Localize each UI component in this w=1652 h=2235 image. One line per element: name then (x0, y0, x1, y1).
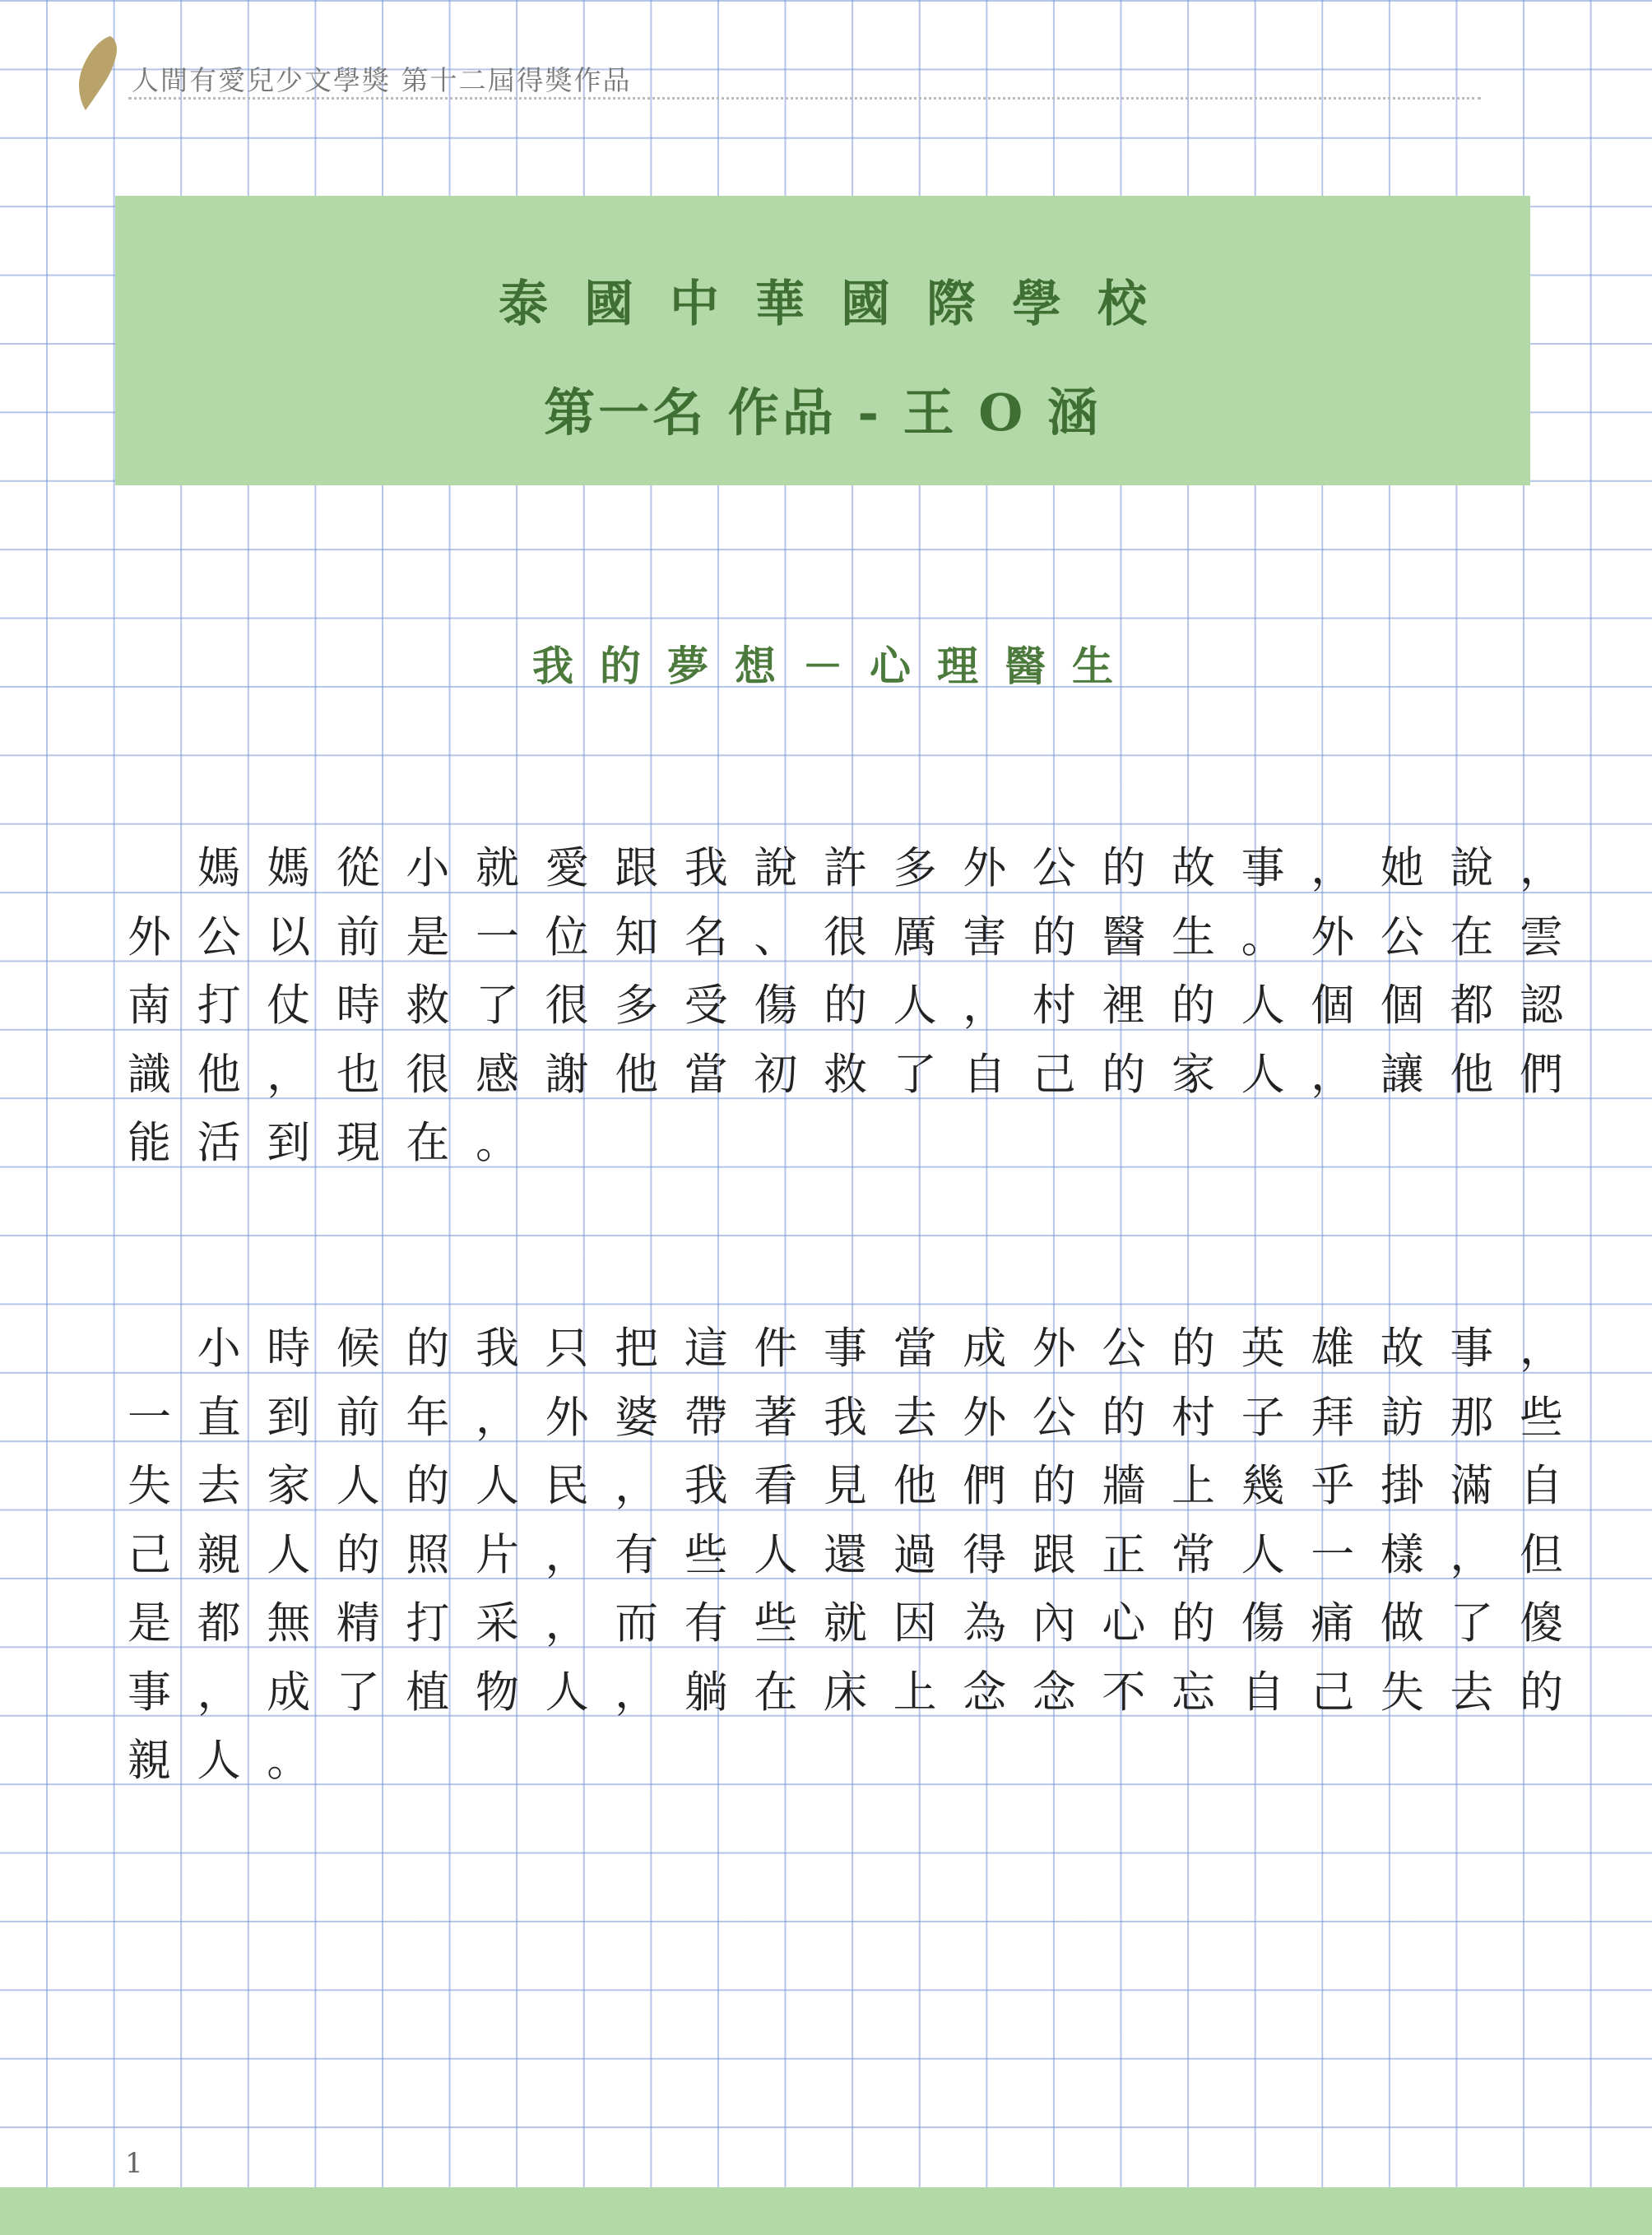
text-line: 是都無精打采，而有些就因為內心的傷痛做了傻 (128, 1598, 1589, 1648)
footer-band (0, 2187, 1652, 2235)
text-line: 一直到前年，外婆帶著我去外公的村子拜訪那些 (128, 1393, 1589, 1443)
page-header (74, 31, 1481, 97)
text-line: 小時候的我只把這件事當成外公的英雄故事， (128, 1324, 1589, 1374)
series-title: 人間有愛兒少文學獎 第十二屆得獎作品 (132, 64, 632, 96)
text-line: 能活到現在。 (128, 1118, 545, 1168)
text-line: 己親人的照片，有些人還過得跟正常人一樣，但 (128, 1530, 1589, 1580)
text-line: 失去家人的人民，我看見他們的牆上幾乎掛滿自 (128, 1461, 1589, 1511)
text-line: 親人。 (128, 1736, 336, 1786)
taiwan-island-icon (74, 35, 123, 113)
award-line: 第一名 作品 - 王 O 涵 (544, 383, 1102, 443)
text-line: 媽媽從小就愛跟我說許多外公的故事，她說， (128, 843, 1589, 893)
text-line: 事，成了植物人，躺在床上念念不忘自己失去的 (128, 1667, 1589, 1718)
text-line: 南打仗時救了很多受傷的人，村裡的人個個都認 (128, 981, 1589, 1031)
text-line: 外公以前是一位知名、很厲害的醫生。外公在雲 (128, 912, 1589, 962)
essay-title: 我的夢想－心理醫生 (532, 642, 1139, 690)
page-number: 1 (125, 2147, 143, 2180)
header-divider (128, 97, 1481, 100)
title-banner (115, 196, 1530, 485)
school-name: 泰國中華國際學校 (499, 276, 1183, 333)
text-line: 識他，也很感謝他當初救了自己的家人，讓他們 (128, 1050, 1589, 1100)
